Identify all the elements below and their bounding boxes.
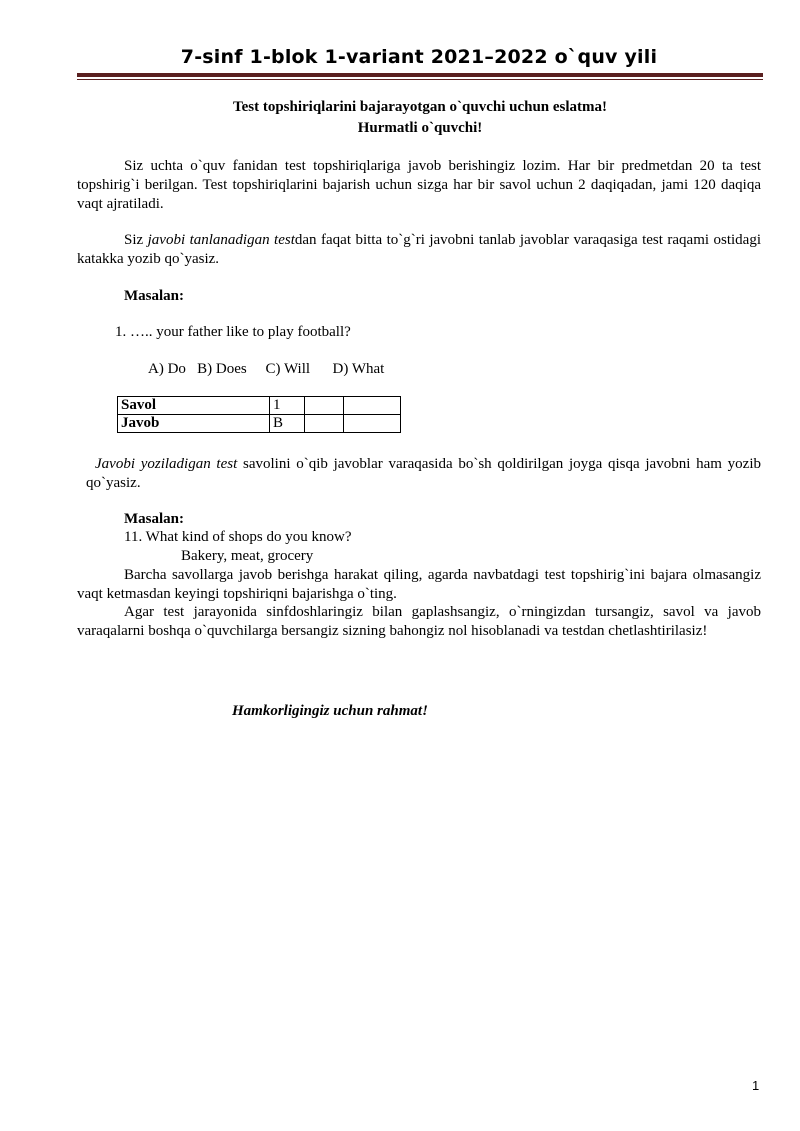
example-1-question: 1. ….. your father like to play football? xyxy=(115,324,351,340)
example-2-label: Masalan: xyxy=(124,511,184,527)
para3-suffix: savolini o`qib javoblar varaqasida bo`sh qoldirilgan joyga qisqa javobni ham yozib qo`yasiz. xyxy=(86,456,761,491)
table-row xyxy=(118,397,401,415)
notice-heading: Test topshiriqlarini bajarayotgan o`quvchi uchun eslatma! xyxy=(232,99,608,115)
instruction-paragraph-4 xyxy=(77,566,761,604)
table-cell xyxy=(344,397,401,415)
table-row xyxy=(118,415,401,433)
instruction-paragraph-2 xyxy=(77,231,761,269)
answer-table xyxy=(117,396,401,433)
table-cell: 1 xyxy=(270,397,305,415)
table-cell xyxy=(305,397,344,415)
example-1-label: Masalan: xyxy=(124,288,184,304)
instruction-paragraph-1 xyxy=(77,157,761,214)
page-number: 1 xyxy=(752,1078,760,1093)
para3-italic: Javobi yoziladigan test xyxy=(95,456,238,472)
table-cell-label: Savol xyxy=(118,397,270,415)
para2-suffix: dan faqat bitta to`g`ri javobni tanlab javoblar varaqasiga test raqami ostidagi katakka yozib qo`yasiz. xyxy=(77,232,762,267)
example-2-answer: Bakery, meat, grocery xyxy=(181,548,314,564)
instruction-text-5: Agar test jarayonida sinfdoshlaringiz bilan gaplashsangiz, o`rningizdan tursangiz, savol va javob varaqalarni boshqa o`quvchilarga bersangiz sizning bahongiz nol hisoblanadi va testdan chetlashtirilasiz! xyxy=(77,604,761,639)
header-divider-thin xyxy=(77,79,763,80)
notice-greeting: Hurmatli o`quvchi! xyxy=(357,120,483,136)
closing-text: Hamkorligingiz uchun rahmat! xyxy=(232,703,428,719)
example-1-options: A) Do B) Does C) Will D) What xyxy=(148,361,385,377)
table-cell-label: Javob xyxy=(118,415,270,433)
instruction-text-4: Barcha savollarga javob berishga harakat qiling, agarda navbatdagi test topshirig`ini bajara olmasangiz vaqt ketmasdan keyingi topshiriqni bajarishga o`ting. xyxy=(77,567,761,602)
header-divider xyxy=(77,73,763,77)
example-2-question: 11. What kind of shops do you know? xyxy=(124,529,352,545)
para2-italic: javobi tanlanadigan test xyxy=(147,232,295,248)
table-cell: B xyxy=(270,415,305,433)
table-cell xyxy=(344,415,401,433)
para2-prefix: Siz xyxy=(124,232,148,248)
instruction-paragraph-3 xyxy=(86,455,761,493)
instruction-text-1: Siz uchta o`quv fanidan test topshiriqlariga javob berishingiz lozim. Har bir predmetdan 20 ta test topshirig`i berilgan. Test topshiriqlarini bajarish uchun sizga har bir savol uchun 2 daqiqadan, jami 120 daqiqa vaqt ajratiladi. xyxy=(77,158,761,212)
page-title: 7-sinf 1-blok 1-variant 2021–2022 o`quv yili xyxy=(180,46,658,68)
instruction-paragraph-5 xyxy=(77,603,761,641)
table-cell xyxy=(305,415,344,433)
